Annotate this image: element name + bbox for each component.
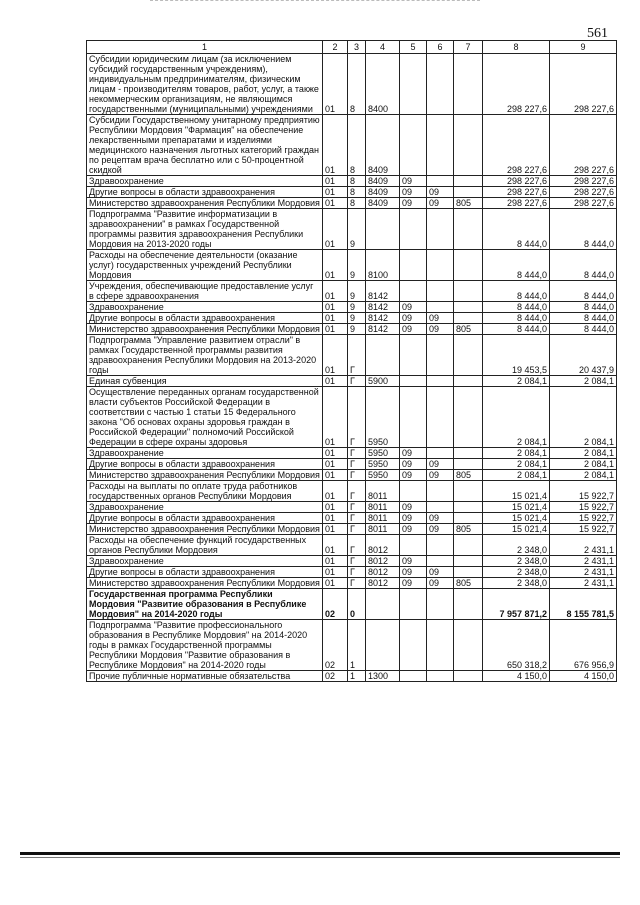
row-cell-c8: 2 084,1 xyxy=(483,448,550,459)
row-cell-c3: Г xyxy=(348,470,366,481)
table-row xyxy=(87,524,617,535)
row-cell-c8: 15 021,4 xyxy=(483,524,550,535)
row-name-cell: Другие вопросы в области здравоохранения xyxy=(87,187,323,198)
row-cell-c6 xyxy=(427,556,454,567)
row-cell-c4: 8409 xyxy=(366,115,400,176)
row-cell-c7: 805 xyxy=(454,578,483,589)
row-name-cell: Другие вопросы в области здравоохранения xyxy=(87,459,323,470)
row-cell-c9: 8 444,0 xyxy=(550,250,617,281)
row-cell-c8: 2 348,0 xyxy=(483,578,550,589)
row-name-cell: Здравоохранение xyxy=(87,448,323,459)
table-row xyxy=(87,313,617,324)
table-row xyxy=(87,209,617,250)
row-cell-c4: 8409 xyxy=(366,187,400,198)
row-cell-c5 xyxy=(400,589,427,620)
column-header-5: 5 xyxy=(400,41,427,54)
row-cell-c5: 09 xyxy=(400,459,427,470)
table-row xyxy=(87,281,617,302)
table-row xyxy=(87,470,617,481)
row-cell-c3: 8 xyxy=(348,115,366,176)
row-cell-c7 xyxy=(454,589,483,620)
row-cell-c7 xyxy=(454,448,483,459)
row-cell-c2: 01 xyxy=(323,470,348,481)
row-cell-c9: 298 227,6 xyxy=(550,115,617,176)
row-cell-c2: 02 xyxy=(323,589,348,620)
row-cell-c9: 2 084,1 xyxy=(550,470,617,481)
row-cell-c3: Г xyxy=(348,535,366,556)
row-cell-c5 xyxy=(400,535,427,556)
table-row xyxy=(87,335,617,376)
table-row xyxy=(87,448,617,459)
row-cell-c3: Г xyxy=(348,502,366,513)
row-name-cell: Субсидии Государственному унитарному предприятию Республики Мордовия "Фармация" на обеспечение лекарственными препаратами и изделиями медицинского назначения льготных категорий граждан по рецептам врача бесплатно или с 50-процентной скидкой xyxy=(87,115,323,176)
row-cell-c7 xyxy=(454,671,483,682)
row-name-cell: Подпрограмма "Управление развитием отрасли" в рамках Государственной программы развития здравоохранения Республики Мордовия на 2013-2020 годы xyxy=(87,335,323,376)
row-cell-c2: 01 xyxy=(323,524,348,535)
row-cell-c9: 298 227,6 xyxy=(550,176,617,187)
row-cell-c6 xyxy=(427,115,454,176)
row-cell-c8: 298 227,6 xyxy=(483,176,550,187)
scan-top-marks xyxy=(150,0,480,7)
row-cell-c8: 2 348,0 xyxy=(483,556,550,567)
row-cell-c8: 19 453,5 xyxy=(483,335,550,376)
row-cell-c3: 9 xyxy=(348,209,366,250)
row-cell-c8: 298 227,6 xyxy=(483,54,550,115)
row-name-cell: Субсидии юридическим лицам (за исключением субсидий государственным учреждениям), индивидуальным предпринимателям, физическим лицам - производителям товаров, работ, услуг, а также некоммерческим организациям, не являющимся государственными (муниципальными) учреждениями xyxy=(87,54,323,115)
row-cell-c6 xyxy=(427,535,454,556)
row-cell-c3: Г xyxy=(348,376,366,387)
table-row xyxy=(87,302,617,313)
row-cell-c5: 09 xyxy=(400,502,427,513)
row-cell-c2: 01 xyxy=(323,335,348,376)
row-cell-c6 xyxy=(427,387,454,448)
row-cell-c7 xyxy=(454,302,483,313)
row-cell-c9: 2 084,1 xyxy=(550,448,617,459)
table-row xyxy=(87,376,617,387)
row-cell-c7: 805 xyxy=(454,198,483,209)
table-row xyxy=(87,54,617,115)
row-cell-c9: 298 227,6 xyxy=(550,54,617,115)
row-cell-c8: 298 227,6 xyxy=(483,115,550,176)
row-cell-c4: 8011 xyxy=(366,502,400,513)
row-cell-c3: 1 xyxy=(348,620,366,671)
table-row xyxy=(87,567,617,578)
footer-rule-thin xyxy=(20,857,620,858)
row-cell-c4: 8011 xyxy=(366,481,400,502)
row-cell-c9: 20 437,9 xyxy=(550,335,617,376)
row-cell-c8: 650 318,2 xyxy=(483,620,550,671)
row-cell-c4: 8100 xyxy=(366,250,400,281)
page-number: 561 xyxy=(587,26,608,41)
row-cell-c5: 09 xyxy=(400,567,427,578)
row-cell-c7: 805 xyxy=(454,470,483,481)
row-cell-c7 xyxy=(454,376,483,387)
row-cell-c7 xyxy=(454,115,483,176)
row-cell-c8: 2 348,0 xyxy=(483,567,550,578)
row-cell-c9: 2 084,1 xyxy=(550,459,617,470)
row-cell-c3: Г xyxy=(348,513,366,524)
row-cell-c5 xyxy=(400,376,427,387)
table-row xyxy=(87,198,617,209)
row-cell-c3: 8 xyxy=(348,198,366,209)
table-row xyxy=(87,324,617,335)
row-name-cell: Подпрограмма "Развитие информатизации в здравоохранении" в рамках Государственной программы развития здравоохранения Республики Мордовия на 2013-2020 годы xyxy=(87,209,323,250)
row-cell-c2: 02 xyxy=(323,671,348,682)
row-cell-c2: 02 xyxy=(323,620,348,671)
row-cell-c4: 8142 xyxy=(366,324,400,335)
row-cell-c6 xyxy=(427,281,454,302)
row-cell-c5 xyxy=(400,115,427,176)
row-name-cell: Другие вопросы в области здравоохранения xyxy=(87,567,323,578)
row-cell-c9: 676 956,9 xyxy=(550,620,617,671)
row-cell-c7 xyxy=(454,567,483,578)
row-cell-c2: 01 xyxy=(323,578,348,589)
row-cell-c8: 15 021,4 xyxy=(483,481,550,502)
row-cell-c5: 09 xyxy=(400,187,427,198)
row-cell-c8: 298 227,6 xyxy=(483,187,550,198)
row-name-cell: Здравоохранение xyxy=(87,176,323,187)
row-cell-c2: 01 xyxy=(323,176,348,187)
row-cell-c4: 8012 xyxy=(366,535,400,556)
row-name-cell: Расходы на обеспечение деятельности (оказание услуг) государственных учреждений Республики Мордовия xyxy=(87,250,323,281)
column-header-7: 7 xyxy=(454,41,483,54)
table-row xyxy=(87,187,617,198)
column-header-3: 3 xyxy=(348,41,366,54)
row-cell-c4: 8012 xyxy=(366,567,400,578)
row-cell-c8: 8 444,0 xyxy=(483,313,550,324)
row-cell-c4: 8012 xyxy=(366,578,400,589)
row-cell-c4: 8400 xyxy=(366,54,400,115)
row-cell-c6: 09 xyxy=(427,459,454,470)
row-cell-c5 xyxy=(400,620,427,671)
row-cell-c9: 15 922,7 xyxy=(550,481,617,502)
row-cell-c4: 5950 xyxy=(366,470,400,481)
row-cell-c8: 15 021,4 xyxy=(483,502,550,513)
table-row xyxy=(87,671,617,682)
row-cell-c6 xyxy=(427,502,454,513)
row-cell-c9: 15 922,7 xyxy=(550,524,617,535)
row-cell-c3: Г xyxy=(348,556,366,567)
column-header-8: 8 xyxy=(483,41,550,54)
row-cell-c7 xyxy=(454,620,483,671)
row-cell-c7 xyxy=(454,187,483,198)
row-cell-c6: 09 xyxy=(427,470,454,481)
row-cell-c3: Г xyxy=(348,387,366,448)
row-name-cell: Другие вопросы в области здравоохранения xyxy=(87,513,323,524)
row-cell-c3: 8 xyxy=(348,187,366,198)
row-cell-c2: 01 xyxy=(323,54,348,115)
row-cell-c4 xyxy=(366,209,400,250)
row-cell-c3: 8 xyxy=(348,176,366,187)
row-cell-c6 xyxy=(427,671,454,682)
row-name-cell: Министерство здравоохранения Республики Мордовия xyxy=(87,524,323,535)
table-row xyxy=(87,578,617,589)
row-cell-c9: 2 431,1 xyxy=(550,535,617,556)
row-cell-c7 xyxy=(454,176,483,187)
row-cell-c3: 8 xyxy=(348,54,366,115)
row-cell-c4: 8409 xyxy=(366,198,400,209)
row-name-cell: Подпрограмма "Развитие профессионального образования в Республике Мордовия" на 2014-2020 годы в рамках Государственной программы Республики Мордовия "Развитие образования в Республике Мордовия" на 2014-2020 годы xyxy=(87,620,323,671)
table-row xyxy=(87,513,617,524)
row-cell-c3: Г xyxy=(348,567,366,578)
row-cell-c7 xyxy=(454,54,483,115)
row-cell-c5 xyxy=(400,671,427,682)
row-cell-c6 xyxy=(427,335,454,376)
row-name-cell: Здравоохранение xyxy=(87,556,323,567)
row-cell-c5 xyxy=(400,387,427,448)
table-header-row xyxy=(87,41,617,54)
row-cell-c3: Г xyxy=(348,335,366,376)
row-cell-c8: 8 444,0 xyxy=(483,209,550,250)
row-cell-c2: 01 xyxy=(323,115,348,176)
row-cell-c9: 2 431,1 xyxy=(550,578,617,589)
row-cell-c6 xyxy=(427,302,454,313)
row-cell-c4: 8012 xyxy=(366,556,400,567)
row-name-cell: Министерство здравоохранения Республики Мордовия xyxy=(87,470,323,481)
table-row xyxy=(87,250,617,281)
column-header-1: 1 xyxy=(87,41,323,54)
row-cell-c2: 01 xyxy=(323,198,348,209)
row-cell-c7: 805 xyxy=(454,524,483,535)
row-cell-c8: 8 444,0 xyxy=(483,250,550,281)
row-cell-c9: 4 150,0 xyxy=(550,671,617,682)
row-cell-c5 xyxy=(400,250,427,281)
row-cell-c5: 09 xyxy=(400,313,427,324)
row-cell-c9: 15 922,7 xyxy=(550,513,617,524)
row-cell-c8: 8 444,0 xyxy=(483,302,550,313)
row-name-cell: Единая субвенция xyxy=(87,376,323,387)
table-row xyxy=(87,589,617,620)
row-cell-c2: 01 xyxy=(323,324,348,335)
row-cell-c6: 09 xyxy=(427,198,454,209)
row-cell-c6 xyxy=(427,620,454,671)
row-cell-c5: 09 xyxy=(400,578,427,589)
row-cell-c7: 805 xyxy=(454,324,483,335)
row-cell-c3: 9 xyxy=(348,313,366,324)
row-cell-c6: 09 xyxy=(427,313,454,324)
row-cell-c3: Г xyxy=(348,578,366,589)
row-cell-c5 xyxy=(400,209,427,250)
row-cell-c5 xyxy=(400,481,427,502)
row-cell-c8: 298 227,6 xyxy=(483,198,550,209)
row-cell-c7 xyxy=(454,556,483,567)
row-cell-c2: 01 xyxy=(323,250,348,281)
row-cell-c2: 01 xyxy=(323,556,348,567)
row-cell-c5: 09 xyxy=(400,324,427,335)
row-cell-c4: 8142 xyxy=(366,281,400,302)
row-cell-c6 xyxy=(427,176,454,187)
row-cell-c9: 8 444,0 xyxy=(550,302,617,313)
table-row xyxy=(87,535,617,556)
table-row xyxy=(87,502,617,513)
row-cell-c8: 15 021,4 xyxy=(483,513,550,524)
row-name-cell: Здравоохранение xyxy=(87,302,323,313)
row-cell-c9: 298 227,6 xyxy=(550,198,617,209)
row-cell-c6 xyxy=(427,481,454,502)
row-cell-c2: 01 xyxy=(323,481,348,502)
row-cell-c9: 298 227,6 xyxy=(550,187,617,198)
row-cell-c8: 4 150,0 xyxy=(483,671,550,682)
row-cell-c4 xyxy=(366,620,400,671)
footer-rule xyxy=(20,852,620,855)
row-cell-c5: 09 xyxy=(400,513,427,524)
row-cell-c3: 9 xyxy=(348,250,366,281)
row-cell-c9: 2 431,1 xyxy=(550,556,617,567)
row-cell-c9: 2 431,1 xyxy=(550,567,617,578)
row-cell-c6 xyxy=(427,209,454,250)
row-name-cell: Учреждения, обеспечивающие предоставление услуг в сфере здравоохранения xyxy=(87,281,323,302)
table-row xyxy=(87,115,617,176)
row-cell-c4: 8011 xyxy=(366,513,400,524)
row-cell-c6: 09 xyxy=(427,578,454,589)
column-header-6: 6 xyxy=(427,41,454,54)
row-cell-c3: 9 xyxy=(348,302,366,313)
row-cell-c4: 8011 xyxy=(366,524,400,535)
row-cell-c3: 9 xyxy=(348,281,366,302)
row-cell-c2: 01 xyxy=(323,535,348,556)
row-cell-c7 xyxy=(454,313,483,324)
row-cell-c8: 2 084,1 xyxy=(483,459,550,470)
row-cell-c6 xyxy=(427,376,454,387)
row-cell-c6 xyxy=(427,448,454,459)
table-row xyxy=(87,481,617,502)
row-cell-c8: 2 348,0 xyxy=(483,535,550,556)
row-cell-c8: 2 084,1 xyxy=(483,387,550,448)
row-cell-c2: 01 xyxy=(323,187,348,198)
row-cell-c8: 8 444,0 xyxy=(483,324,550,335)
row-cell-c6 xyxy=(427,54,454,115)
column-header-2: 2 xyxy=(323,41,348,54)
row-name-cell: Министерство здравоохранения Республики Мордовия xyxy=(87,324,323,335)
table-row xyxy=(87,556,617,567)
row-cell-c2: 01 xyxy=(323,281,348,302)
row-cell-c9: 2 084,1 xyxy=(550,376,617,387)
table-body xyxy=(87,54,617,682)
row-cell-c4 xyxy=(366,589,400,620)
row-cell-c4: 8142 xyxy=(366,302,400,313)
row-cell-c4: 5950 xyxy=(366,459,400,470)
budget-table xyxy=(86,40,617,682)
table-row xyxy=(87,459,617,470)
row-cell-c9: 8 444,0 xyxy=(550,281,617,302)
row-cell-c2: 01 xyxy=(323,302,348,313)
row-cell-c5: 09 xyxy=(400,524,427,535)
row-cell-c2: 01 xyxy=(323,313,348,324)
row-name-cell: Расходы на выплаты по оплате труда работников государственных органов Республики Мордовия xyxy=(87,481,323,502)
row-cell-c7 xyxy=(454,281,483,302)
row-name-cell: Здравоохранение xyxy=(87,502,323,513)
row-cell-c9: 15 922,7 xyxy=(550,502,617,513)
row-cell-c2: 01 xyxy=(323,459,348,470)
row-cell-c4: 8409 xyxy=(366,176,400,187)
table-row xyxy=(87,387,617,448)
table-row xyxy=(87,620,617,671)
row-name-cell: Министерство здравоохранения Республики Мордовия xyxy=(87,578,323,589)
row-cell-c5: 09 xyxy=(400,302,427,313)
row-cell-c4: 5950 xyxy=(366,448,400,459)
row-cell-c5: 09 xyxy=(400,470,427,481)
row-cell-c4: 1300 xyxy=(366,671,400,682)
row-cell-c9: 8 444,0 xyxy=(550,324,617,335)
row-cell-c6: 09 xyxy=(427,187,454,198)
row-cell-c3: 9 xyxy=(348,324,366,335)
row-name-cell: Осуществление переданных органам государственной власти субъектов Российской Федерации в соответствии с частью 1 статьи 15 Федерального закона "Об основах охраны здоровья граждан в Российской Федерации" полномочий Российской Федерации в сфере охраны здоровья xyxy=(87,387,323,448)
row-name-cell: Другие вопросы в области здравоохранения xyxy=(87,313,323,324)
row-cell-c6 xyxy=(427,589,454,620)
row-cell-c3: Г xyxy=(348,459,366,470)
row-cell-c9: 8 444,0 xyxy=(550,209,617,250)
row-cell-c8: 2 084,1 xyxy=(483,470,550,481)
row-cell-c5 xyxy=(400,54,427,115)
row-cell-c6: 09 xyxy=(427,524,454,535)
row-cell-c2: 01 xyxy=(323,502,348,513)
column-header-9: 9 xyxy=(550,41,617,54)
row-cell-c4: 8142 xyxy=(366,313,400,324)
row-cell-c2: 01 xyxy=(323,376,348,387)
row-cell-c5 xyxy=(400,281,427,302)
row-cell-c4: 5900 xyxy=(366,376,400,387)
row-cell-c7 xyxy=(454,209,483,250)
row-cell-c2: 01 xyxy=(323,567,348,578)
row-cell-c3: 1 xyxy=(348,671,366,682)
row-cell-c4 xyxy=(366,335,400,376)
row-cell-c2: 01 xyxy=(323,513,348,524)
row-name-cell: Расходы на обеспечение функций государственных органов Республики Мордовия xyxy=(87,535,323,556)
row-name-cell: Государственная программа Республики Мордовия "Развитие образования в Республике Мордовия" на 2014-2020 годы xyxy=(87,589,323,620)
row-cell-c6: 09 xyxy=(427,324,454,335)
row-cell-c6: 09 xyxy=(427,567,454,578)
row-cell-c9: 8 444,0 xyxy=(550,313,617,324)
row-cell-c7 xyxy=(454,335,483,376)
row-cell-c5: 09 xyxy=(400,448,427,459)
row-cell-c2: 01 xyxy=(323,209,348,250)
row-cell-c4: 5950 xyxy=(366,387,400,448)
row-cell-c5: 09 xyxy=(400,556,427,567)
row-cell-c3: 0 xyxy=(348,589,366,620)
row-name-cell: Министерство здравоохранения Республики Мордовия xyxy=(87,198,323,209)
row-cell-c5: 09 xyxy=(400,198,427,209)
row-cell-c3: Г xyxy=(348,481,366,502)
row-cell-c7 xyxy=(454,481,483,502)
row-cell-c8: 8 444,0 xyxy=(483,281,550,302)
row-cell-c7 xyxy=(454,387,483,448)
row-cell-c3: Г xyxy=(348,524,366,535)
row-cell-c7 xyxy=(454,513,483,524)
row-cell-c6: 09 xyxy=(427,513,454,524)
row-cell-c7 xyxy=(454,535,483,556)
row-cell-c7 xyxy=(454,502,483,513)
row-cell-c5: 09 xyxy=(400,176,427,187)
table-row xyxy=(87,176,617,187)
row-cell-c9: 2 084,1 xyxy=(550,387,617,448)
row-cell-c3: Г xyxy=(348,448,366,459)
row-cell-c7 xyxy=(454,459,483,470)
row-cell-c7 xyxy=(454,250,483,281)
row-cell-c6 xyxy=(427,250,454,281)
row-cell-c2: 01 xyxy=(323,448,348,459)
row-cell-c2: 01 xyxy=(323,387,348,448)
row-name-cell: Прочие публичные нормативные обязательства xyxy=(87,671,323,682)
row-cell-c5 xyxy=(400,335,427,376)
row-cell-c8: 7 957 871,2 xyxy=(483,589,550,620)
row-cell-c9: 8 155 781,5 xyxy=(550,589,617,620)
row-cell-c8: 2 084,1 xyxy=(483,376,550,387)
column-header-4: 4 xyxy=(366,41,400,54)
